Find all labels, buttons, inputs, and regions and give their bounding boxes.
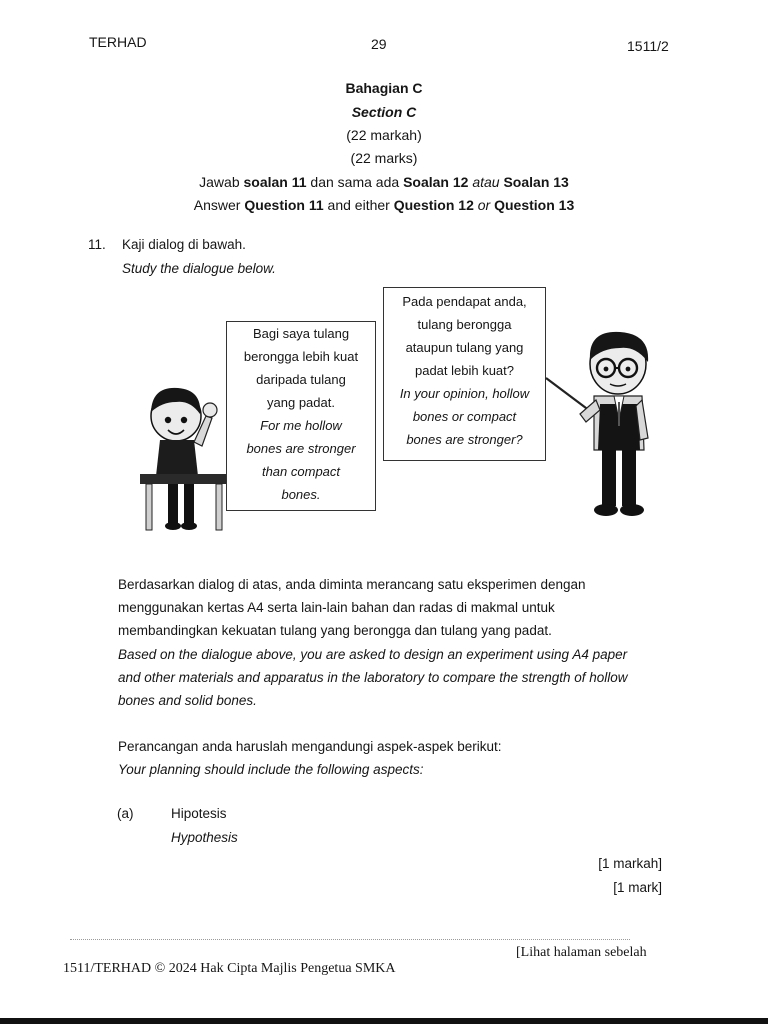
student-speech-box [226, 321, 376, 511]
teacher-line: ataupun tulang yang [405, 340, 524, 355]
section-title-ms: Bahagian C [345, 80, 423, 96]
page-bottom-edge [0, 1018, 768, 1024]
teacher-line-en: bones are stronger? [406, 432, 523, 447]
paragraph-line: Based on the dialogue above, you are asked to design an experiment using A4 paper [118, 647, 628, 662]
student-line-en: than compact [261, 464, 341, 479]
teacher-line-en: In your opinion, hollow [399, 386, 530, 401]
section-marks-en: (22 marks) [350, 150, 418, 166]
aspects-en: Your planning should include the following aspects: [118, 762, 424, 777]
section-marks-ms: (22 markah) [346, 127, 422, 143]
instruction-ms: Jawab soalan 11 dan sama ada Soalan 12 atau Soalan 13 [199, 174, 569, 190]
student-line-en: bones. [281, 487, 321, 502]
paragraph-line: menggunakan kertas A4 serta lain-lain bahan dan radas di makmal untuk [118, 600, 555, 615]
part-a-title-ms: Hipotesis [171, 806, 227, 821]
page-number: 29 [371, 36, 387, 52]
paragraph-line: bones and solid bones. [118, 693, 257, 708]
teacher-line: padat lebih kuat? [414, 363, 515, 378]
paragraph-ms [118, 573, 664, 642]
footer-divider [70, 939, 630, 940]
teacher-speech-box [383, 287, 546, 461]
student-line: daripada tulang [256, 372, 346, 387]
student-line: Bagi saya tulang [252, 326, 350, 341]
part-a-label: (a) [117, 806, 134, 821]
teacher-line: Pada pendapat anda, [402, 294, 527, 309]
part-a-marks-ms: [1 markah] [598, 856, 662, 871]
paragraph-line: Berdasarkan dialog di atas, anda diminta merancang satu eksperimen dengan [118, 577, 586, 592]
teacher-line: tulang berongga [417, 317, 512, 332]
footer-copyright: 1511/TERHAD © 2024 Hak Cipta Majlis Pengetua SMKA [63, 961, 396, 976]
footer-next-page: [Lihat halaman sebelah [516, 945, 647, 960]
question-prompt-ms: Kaji dialog di bawah. [122, 237, 246, 252]
part-a-title-en: Hypothesis [171, 830, 238, 845]
question-prompt-en: Study the dialogue below. [122, 261, 276, 276]
header-terhad: TERHAD [89, 34, 147, 50]
student-line-en: For me hollow [260, 418, 342, 433]
teacher-line-en: bones or compact [412, 409, 517, 424]
student-illustration [132, 376, 232, 538]
paragraph-line: membandingkan kekuatan tulang yang berongga dan tulang yang padat. [118, 623, 552, 638]
teacher-illustration [540, 326, 662, 522]
paragraph-line: and other materials and apparatus in the laboratory to compare the strength of hollow [118, 670, 628, 685]
student-line-en: bones are stronger [246, 441, 356, 456]
aspects-ms: Perancangan anda haruslah mengandungi aspek-aspek berikut: [118, 739, 502, 754]
question-number: 11. [88, 237, 106, 252]
part-a-marks-en: [1 mark] [613, 880, 662, 895]
section-title-en: Section C [351, 104, 417, 120]
paragraph-en [118, 643, 664, 712]
student-line: berongga lebih kuat [243, 349, 359, 364]
instruction-en: Answer Question 11 and either Question 12 or Question 13 [193, 197, 575, 213]
paper-code: 1511/2 [627, 38, 669, 54]
student-line: yang padat. [267, 395, 335, 410]
